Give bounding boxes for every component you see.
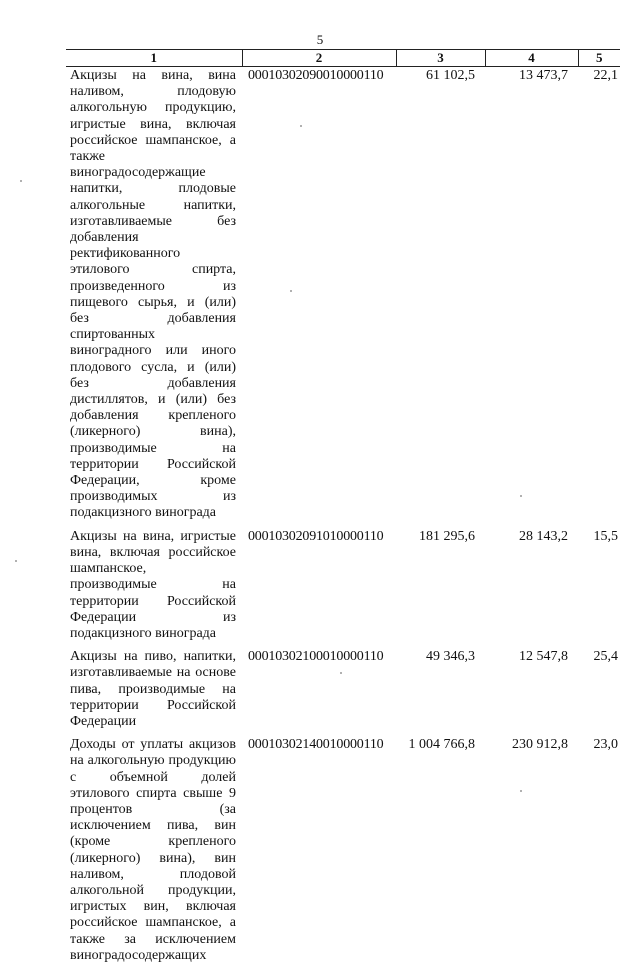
scan-speck [290,290,292,292]
row-description: Акцизы на вина, игристые вина, включая российское шампанское, производимые на территории Российской Федерации из подакцизного винограда [70,528,236,641]
scan-speck [20,180,22,182]
row-budget-code: 00010302090010000110 [248,68,384,83]
row-value-col4: 28 143,2 [519,528,568,544]
scan-speck [340,672,342,674]
page-number: 5 [316,32,324,47]
header-col-3: 3 [396,50,485,67]
row-budget-code: 00010302091010000110 [248,528,384,544]
column-number-header-row [66,50,620,67]
row-description: Доходы от уплаты акцизов на алкогольную продукцию с объемной долей этилового спирта свыше 9 процентов (за исключением пива, вин (кроме крепленого (ликерного) вина), вин наливом, плодовой алкогольной продукции, игристых вин, включая российское шампанское, а также за исключением виноградосодержащих [70,737,236,963]
row-budget-code: 00010302100010000110 [248,649,384,665]
scan-speck [15,560,17,562]
row-value-col3: 181 295,6 [419,528,475,544]
row-value-col3: 61 102,5 [426,68,475,83]
row-value-col4: 12 547,8 [519,649,568,665]
row-percent-col5: 15,5 [593,528,618,544]
row-percent-col5: 22,1 [593,68,618,83]
header-col-5: 5 [578,50,620,67]
scan-speck [520,495,522,497]
row-description: Акцизы на пиво, напитки, изготавливаемые на основе пива, производимые на территории Российской Федерации [70,649,236,729]
row-value-col3: 49 346,3 [426,649,475,665]
scan-speck [520,790,522,792]
row-percent-col5: 23,0 [593,737,618,753]
scan-speck [300,125,302,127]
table-row [66,528,620,648]
table-row [66,648,620,736]
row-percent-col5: 25,4 [593,649,618,665]
header-col-1: 1 [66,50,242,67]
header-col-2: 2 [242,50,396,67]
table-row [66,67,620,528]
row-description: Акцизы на вина, вина наливом, плодовую алкогольную продукцию, игристые вина, включая российское шампанское, а также виноградосодержащие напитки, плодовые алкогольные напитки, изготавливаемые без добавления ректификованного этилового спирта, произведенного из пищевого сырья, и (или) без добавления спиртованных виноградного или иного плодового сусла, и (или) без добавления дистиллятов, и (или) без добавления крепленого (ликерного) вина), производимые на территории Российской Федерации, кроме производимых из подакцизного винограда [70,68,236,521]
table-row [66,736,620,970]
row-value-col4: 230 912,8 [512,737,568,753]
row-value-col3: 1 004 766,8 [408,737,475,753]
row-budget-code: 00010302140010000110 [248,737,384,753]
header-col-4: 4 [485,50,578,67]
row-value-col4: 13 473,7 [519,68,568,83]
revenue-table [66,49,620,970]
